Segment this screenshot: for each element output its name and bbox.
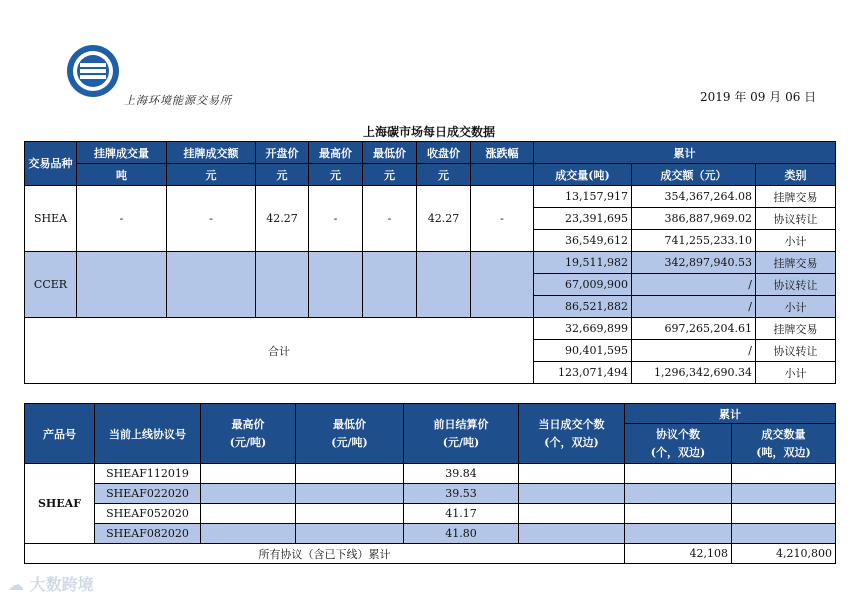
th-product: 交易品种 <box>25 142 77 186</box>
cell-empty <box>471 252 534 318</box>
product-ccer: CCER <box>25 252 77 318</box>
cell-cum-amt: / <box>632 274 756 296</box>
th-count-label: 当日成交个数 <box>538 417 605 431</box>
footer-label: 所有协议（含已下线）累计 <box>25 544 625 564</box>
cell-cum-amt: / <box>632 340 756 362</box>
cell-cum-vol: 90,401,595 <box>534 340 632 362</box>
forward-agreement-table <box>24 403 836 564</box>
th-open: 开盘价 <box>256 142 309 164</box>
th-high <box>201 404 296 464</box>
cell-cum-amt: / <box>632 296 756 318</box>
cell-cum-vol: 13,157,917 <box>534 186 632 208</box>
cell-low: - <box>363 186 417 252</box>
cell-empty <box>625 524 732 544</box>
total-label: 合计 <box>25 318 534 384</box>
table-row <box>25 524 836 544</box>
th-close: 收盘价 <box>417 142 471 164</box>
th-cum-vol: 成交量(吨) <box>534 164 632 186</box>
spot-trading-table <box>24 141 836 384</box>
cell-cum-amt: 386,887,969.02 <box>632 208 756 230</box>
cell-category: 挂牌交易 <box>756 186 836 208</box>
table-row <box>25 464 836 484</box>
report-date: 2019 年 09 月 06 日 <box>700 90 817 104</box>
unit-yuan: 元 <box>256 164 309 186</box>
th-listed-vol: 挂牌成交量 <box>77 142 167 164</box>
th-cum-count-unit: (个，双边) <box>650 445 706 459</box>
cell-empty <box>519 504 625 524</box>
th-cum-qty <box>732 424 836 464</box>
cell-cum-vol: 86,521,882 <box>534 296 632 318</box>
footer-count: 42,108 <box>625 544 732 564</box>
cell-category: 协议转让 <box>756 274 836 296</box>
cell-high: - <box>309 186 363 252</box>
cell-listed-vol: - <box>77 186 167 252</box>
th-cum-qty-label: 成交数量 <box>761 427 806 441</box>
watermark-icon: ☁ <box>8 575 24 594</box>
cell-settle: 41.17 <box>404 504 519 524</box>
cell-cum-amt: 354,367,264.08 <box>632 186 756 208</box>
th-product-code: 产品号 <box>25 404 95 464</box>
cell-empty <box>363 252 417 318</box>
cell-cum-amt: 342,897,940.53 <box>632 252 756 274</box>
cell-empty <box>625 484 732 504</box>
th-cum-count <box>625 424 732 464</box>
cell-category: 协议转让 <box>756 208 836 230</box>
cell-empty <box>519 464 625 484</box>
cell-empty <box>201 464 296 484</box>
cell-cum-amt: 741,255,233.10 <box>632 230 756 252</box>
th-low-unit: (元/吨) <box>331 435 368 449</box>
th-listed-amt: 挂牌成交额 <box>167 142 256 164</box>
product-sheaf: SHEAF <box>25 464 95 544</box>
cell-empty <box>77 252 167 318</box>
cell-empty <box>296 504 404 524</box>
cell-empty <box>256 252 309 318</box>
th-settle-label: 前日结算价 <box>433 417 489 431</box>
footer-row <box>25 544 836 564</box>
th-low: 最低价 <box>363 142 417 164</box>
cell-category: 小计 <box>756 296 836 318</box>
unit-yuan: 元 <box>417 164 471 186</box>
cell-category: 小计 <box>756 230 836 252</box>
unit-yuan: 元 <box>309 164 363 186</box>
unit-yuan: 元 <box>363 164 417 186</box>
cell-empty <box>296 464 404 484</box>
footer-qty: 4,210,800 <box>732 544 836 564</box>
report-title: 上海碳市场每日成交数据 <box>362 125 495 139</box>
cell-agreement: SHEAF082020 <box>95 524 201 544</box>
cell-cum-vol: 19,511,982 <box>534 252 632 274</box>
cell-empty <box>732 484 836 504</box>
logo-text: 上海环境能源交易所 <box>124 94 232 107</box>
cell-cum-vol: 32,669,899 <box>534 318 632 340</box>
th-high-unit: (元/吨) <box>229 435 267 449</box>
th-count <box>519 404 625 464</box>
header-row-1 <box>25 142 836 164</box>
th-high: 最高价 <box>309 142 363 164</box>
unit-ton: 吨 <box>77 164 167 186</box>
cell-cum-amt: 697,265,204.61 <box>632 318 756 340</box>
unit-yuan: 元 <box>167 164 256 186</box>
table-row <box>25 318 836 340</box>
cell-empty <box>519 484 625 504</box>
cell-category: 协议转让 <box>756 340 836 362</box>
cell-close: 42.27 <box>417 186 471 252</box>
cell-listed-amt: - <box>167 186 256 252</box>
cell-empty <box>625 504 732 524</box>
cell-category: 挂牌交易 <box>756 252 836 274</box>
cell-cum-vol: 123,071,494 <box>534 362 632 384</box>
th-settle-unit: (元/吨) <box>442 435 480 449</box>
cell-agreement: SHEAF112019 <box>95 464 201 484</box>
cell-settle: 39.84 <box>404 464 519 484</box>
cell-empty <box>417 252 471 318</box>
header-row-1 <box>25 404 836 424</box>
cell-agreement: SHEAF022020 <box>95 484 201 504</box>
cell-agreement: SHEAF052020 <box>95 504 201 524</box>
cell-settle: 39.53 <box>404 484 519 504</box>
watermark <box>8 572 94 595</box>
cell-empty <box>732 504 836 524</box>
cell-empty <box>519 524 625 544</box>
cell-empty <box>625 464 732 484</box>
th-change: 涨跌幅 <box>471 142 534 164</box>
exchange-logo-icon <box>66 44 120 98</box>
table-row <box>25 252 836 274</box>
cell-category: 小计 <box>756 362 836 384</box>
cell-empty <box>296 484 404 504</box>
cell-empty <box>732 464 836 484</box>
cell-settle: 41.80 <box>404 524 519 544</box>
cell-empty <box>201 524 296 544</box>
th-high-label: 最高价 <box>231 417 265 431</box>
table-row <box>25 504 836 524</box>
th-cum-qty-unit: (吨，双边) <box>756 445 811 459</box>
cell-empty <box>201 504 296 524</box>
cell-empty <box>167 252 256 318</box>
cell-cum-vol: 23,391,695 <box>534 208 632 230</box>
cell-empty <box>296 524 404 544</box>
header-row-2 <box>25 164 836 186</box>
th-category: 类别 <box>756 164 836 186</box>
watermark-text: 大数跨境 <box>29 575 94 594</box>
cell-cum-amt: 1,296,342,690.34 <box>632 362 756 384</box>
product-shea: SHEA <box>25 186 77 252</box>
unit-blank <box>471 164 534 186</box>
cell-category: 挂牌交易 <box>756 318 836 340</box>
th-settle <box>404 404 519 464</box>
th-agreement: 当前上线协议号 <box>95 404 201 464</box>
table-row <box>25 484 836 504</box>
cell-cum-vol: 36,549,612 <box>534 230 632 252</box>
cell-empty <box>732 524 836 544</box>
cell-change: - <box>471 186 534 252</box>
cell-open: 42.27 <box>256 186 309 252</box>
cell-empty <box>201 484 296 504</box>
th-low-label: 最低价 <box>333 417 366 431</box>
cell-empty <box>309 252 363 318</box>
th-cum-count-label: 协议个数 <box>656 427 700 441</box>
th-cumulative: 累计 <box>625 404 836 424</box>
th-cumulative: 累计 <box>534 142 836 164</box>
th-cum-amt: 成交额（元） <box>632 164 756 186</box>
cell-cum-vol: 67,009,900 <box>534 274 632 296</box>
th-low <box>296 404 404 464</box>
table-row <box>25 186 836 208</box>
th-count-unit: (个，双边) <box>544 435 599 449</box>
